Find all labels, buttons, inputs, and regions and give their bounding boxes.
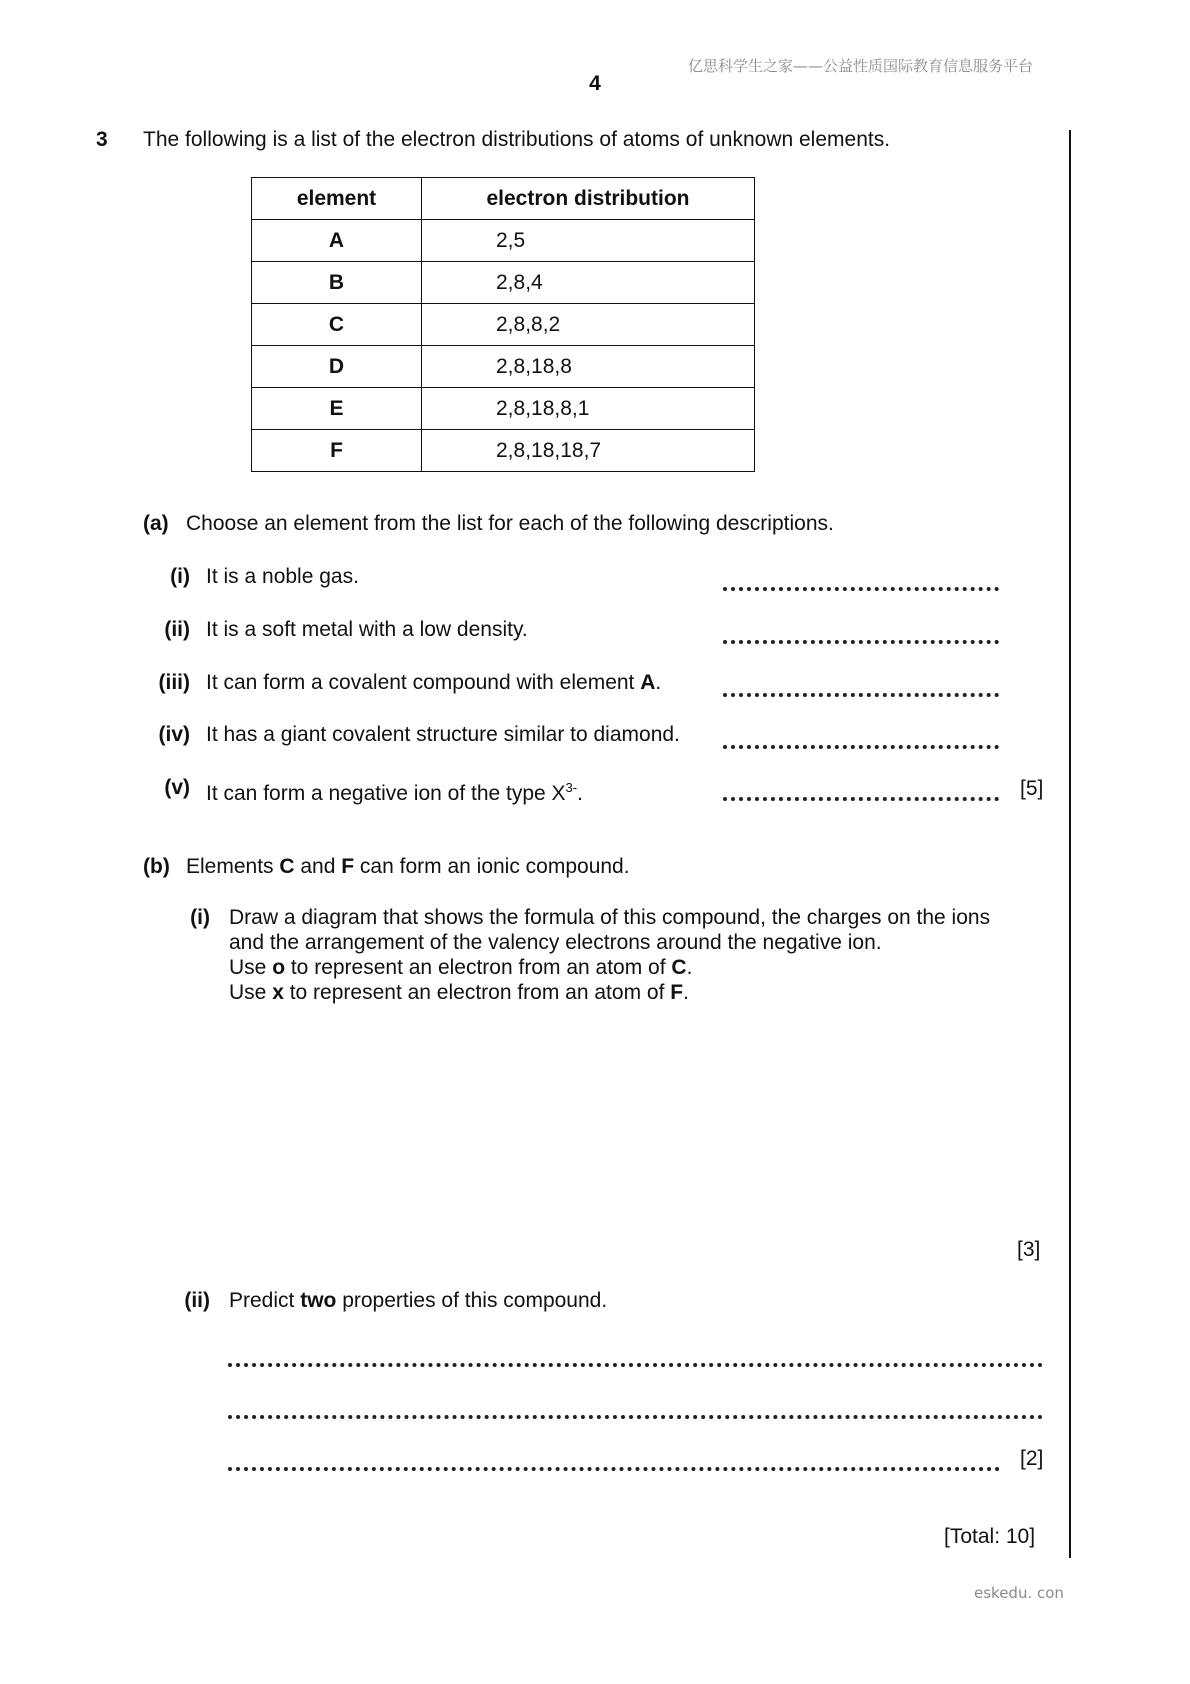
table-cell-element: E xyxy=(252,388,422,430)
table-cell-element: D xyxy=(252,346,422,388)
table-row xyxy=(252,220,755,262)
part-a-item-text: It is a noble gas. xyxy=(206,565,359,588)
footer-watermark: eskedu. con xyxy=(974,1584,1064,1602)
element-ref: A xyxy=(640,671,656,694)
element-ref: F xyxy=(341,855,355,878)
table-cell-element: F xyxy=(252,430,422,472)
part-b-i-line-4: Use x to represent an electron from an atom of F. xyxy=(229,981,689,1004)
total-marks: [Total: 10] xyxy=(944,1525,1036,1548)
part-b-i-line-1: Draw a diagram that shows the formula of this compound, the charges on the ions xyxy=(229,906,991,929)
table-cell-element: B xyxy=(252,262,422,304)
table-row xyxy=(252,388,755,430)
answer-line-b-ii-3[interactable] xyxy=(228,1467,1000,1471)
part-b-label: (b) xyxy=(143,855,170,878)
diagram-answer-area[interactable] xyxy=(229,1015,1049,1220)
part-a-item-text: It has a giant covalent structure similar to diamond. xyxy=(206,723,680,746)
table-cell-distribution: 2,8,18,8,1 xyxy=(422,388,755,430)
marks-b-ii: [2] xyxy=(1020,1447,1044,1470)
part-a-item-label: (iii) xyxy=(158,671,190,694)
table-header-element: element xyxy=(252,178,422,220)
table-cell-distribution: 2,8,18,8 xyxy=(422,346,755,388)
answer-line-a-ii[interactable] xyxy=(723,640,999,644)
part-a-item-text: It can form a negative ion of the type $X^{3-}$. xyxy=(206,780,583,805)
answer-line-a-i[interactable] xyxy=(723,587,999,591)
part-b-i-label: (i) xyxy=(190,906,210,929)
table-cell-distribution: 2,8,4 xyxy=(422,262,755,304)
table-header-distribution: electron distribution xyxy=(422,178,755,220)
answer-line-b-ii-1[interactable] xyxy=(228,1363,1043,1367)
answer-line-b-ii-2[interactable] xyxy=(228,1415,1043,1419)
element-ref: C xyxy=(279,855,295,878)
part-b-i-line-3: Use o to represent an electron from an atom of C. xyxy=(229,956,693,979)
part-a-item-label: (i) xyxy=(170,565,190,588)
margin-line xyxy=(1069,130,1071,1558)
part-b-ii-label: (ii) xyxy=(184,1289,210,1312)
table-header-row xyxy=(252,178,755,220)
table-row xyxy=(252,304,755,346)
question-intro: The following is a list of the electron distributions of atoms of unknown elements. xyxy=(143,128,891,151)
table-row xyxy=(252,430,755,472)
part-b-text: Elements C and F can form an ionic compound. xyxy=(186,855,630,878)
part-a-label: (a) xyxy=(143,512,169,535)
table-row xyxy=(252,262,755,304)
part-a-text: Choose an element from the list for each of the following descriptions. xyxy=(186,512,834,535)
part-a-item-text: It can form a covalent compound with element A. xyxy=(206,671,662,694)
part-b-ii-text: Predict two properties of this compound. xyxy=(229,1289,608,1312)
table-cell-distribution: 2,8,18,18,7 xyxy=(422,430,755,472)
table-row xyxy=(252,346,755,388)
question-number: 3 xyxy=(96,128,108,151)
ion-charge: 3- xyxy=(565,780,578,795)
emphasis: two xyxy=(300,1289,337,1312)
marks-a: [5] xyxy=(1020,777,1044,800)
answer-line-a-iii[interactable] xyxy=(723,693,999,697)
part-a-item-label: (ii) xyxy=(164,618,190,641)
answer-line-a-v[interactable] xyxy=(723,797,999,801)
table-cell-distribution: 2,8,8,2 xyxy=(422,304,755,346)
page-number: 4 xyxy=(589,72,601,95)
answer-line-a-iv[interactable] xyxy=(723,745,999,749)
table-cell-element: C xyxy=(252,304,422,346)
header-watermark: 亿思科学生之家——公益性质国际教育信息服务平台 xyxy=(688,57,1034,75)
electron-distribution-table xyxy=(251,177,755,472)
table-cell-distribution: 2,5 xyxy=(422,220,755,262)
part-b-i-line-2: and the arrangement of the valency electrons around the negative ion. xyxy=(229,931,882,954)
table-cell-element: A xyxy=(252,220,422,262)
part-a-item-text: It is a soft metal with a low density. xyxy=(206,618,528,641)
marks-b-i: [3] xyxy=(1017,1238,1041,1261)
part-a-item-label: (v) xyxy=(164,776,190,799)
part-a-item-label: (iv) xyxy=(158,723,190,746)
